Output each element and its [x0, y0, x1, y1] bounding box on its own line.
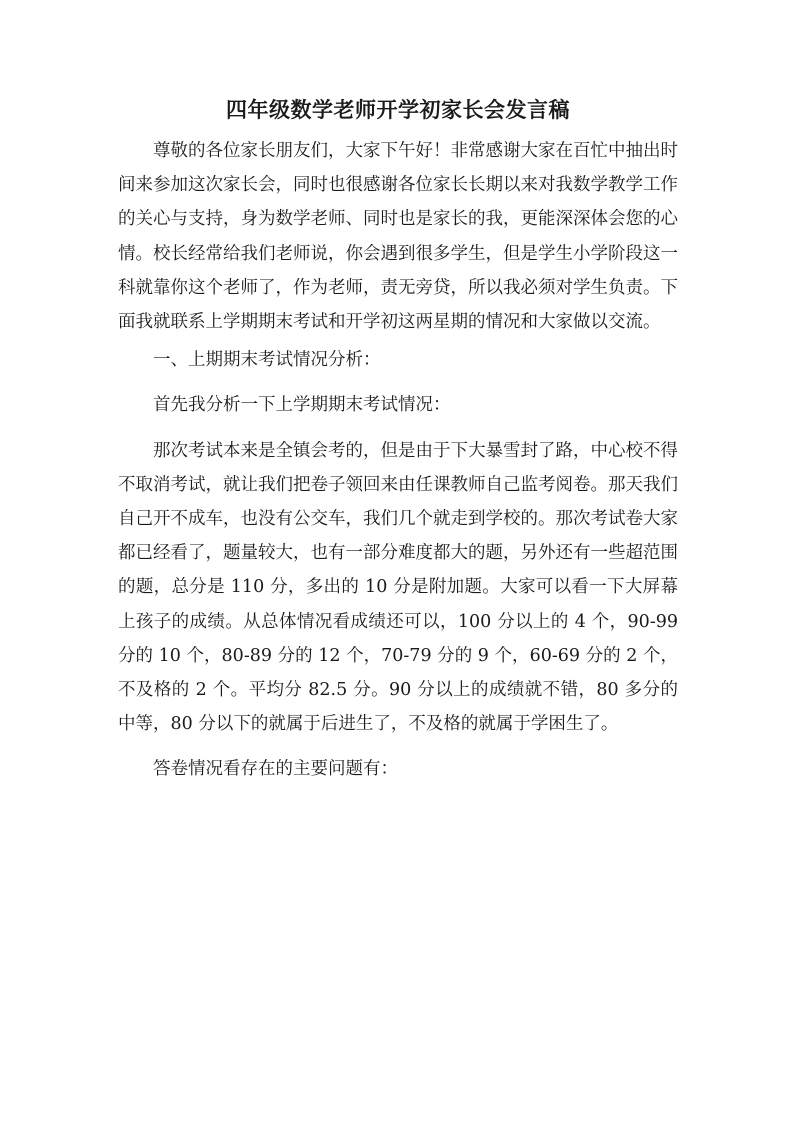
document-page [118, 96, 678, 798]
paragraph-problems-intro: 答卷情况看存在的主要问题有： [153, 759, 398, 780]
paragraph-section-heading: 一、上期期末考试情况分析： [153, 350, 381, 371]
document-title: 四年级数学老师开学初家长会发言稿 [226, 97, 570, 122]
paragraph-greeting: 尊敬的各位家长朋友们，大家下午好！非常感谢大家在百忙中抽出时间来参加这次家长会，同时也很感谢各位家长长期以来对我数学教学工作的关心与支持，身为数学老师、同时也是家长的我，更能深深体会您的心情。校长经常给我们老师说，你会遇到很多学生，但是学生小学阶段这一科就靠你这个老师了，作为老师，责无旁贷，所以我必须对学生负责。下面我就联系上学期期末考试和开学初这两星期的情况和大家做以交流。 [118, 141, 678, 333]
paragraph-analysis-intro: 首先我分析一下上学期期末考试情况： [153, 395, 451, 416]
paragraph-exam-details: 那次考试本来是全镇会考的，但是由于下大暴雪封了路，中心校不得不取消考试，就让我们把卷子领回来由任课教师自己监考阅卷。那天我们自己开不成车，也没有公交车，我们几个就走到学校的。那次考试卷大家都已经看了，题量较大，也有一部分难度都大的题，另外还有一些超范围的题，总分是 110 分，多出的 10 分是附加题。大家可以看一下大屏幕上孩子的成绩。从总体情况看成绩还可以，100 分以上的 4 个，90-99 分的 10 个，80-89 分的 12 个，70-79 分的 9 个，60-69 分的 2 个，不及格的 2 个。平均分 82.5 分。90 分以上的成绩就不错，80 多分的中等，80 分以下的就属于后进生了，不及格的就属于学困生了。 [118, 440, 678, 735]
